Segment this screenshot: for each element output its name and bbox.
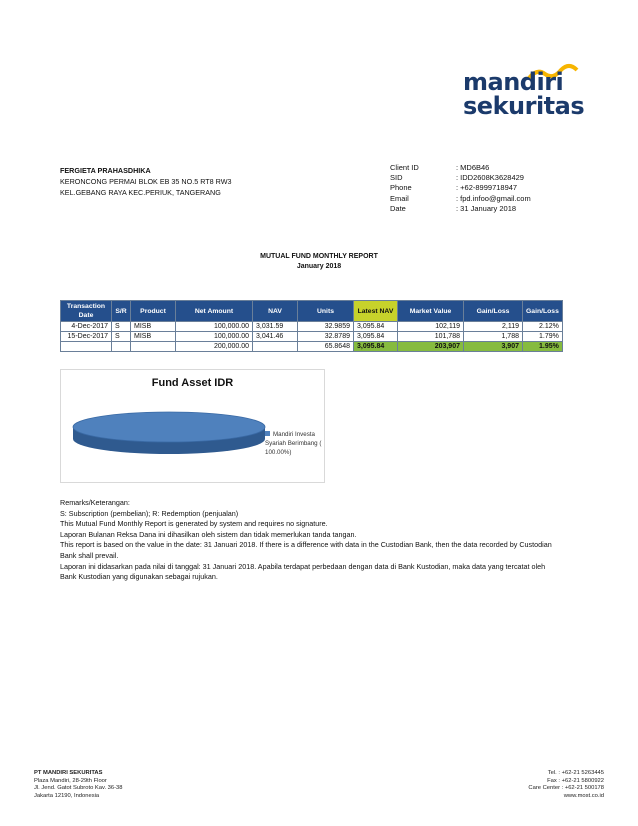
pie-chart-svg — [61, 370, 324, 482]
cell-empty — [253, 342, 298, 352]
client-address-line2: KEL.GEBANG RAYA KEC.PERIUK, TANGERANG — [60, 188, 221, 197]
cell-net-amount: 100,000.00 — [176, 332, 253, 342]
info-label: Email — [390, 193, 409, 203]
total-units: 65.8648 — [298, 342, 354, 352]
cell-gain-loss: 2,119 — [464, 322, 523, 332]
cell-market-value: 102,119 — [398, 322, 464, 332]
footer-contact — [528, 770, 604, 800]
client-address-line1: KERONCONG PERMAI BLOK EB 35 NO.5 RT8 RW3 — [60, 177, 232, 186]
cell-market-value: 101,788 — [398, 332, 464, 342]
cell-latest-nav: 3,095.84 — [354, 322, 398, 332]
col-product: Product — [131, 301, 176, 322]
cell-empty — [131, 342, 176, 352]
info-label: Date — [390, 203, 406, 213]
pie-slice-mandiri-investa-syariah — [73, 412, 265, 442]
client-name: FERGIETA PRAHASDHIKA — [60, 166, 151, 175]
col-market-value: Market Value — [398, 301, 464, 322]
footer-fax: Fax : +62-21 5800922 — [547, 777, 604, 784]
cell-sr: S — [112, 332, 131, 342]
col-sr: S/R — [112, 301, 131, 322]
total-market-value: 203,907 — [398, 342, 464, 352]
total-gain-loss: 3,907 — [464, 342, 523, 352]
info-row-date — [390, 204, 531, 214]
footer-website: www.most.co.id — [563, 792, 604, 799]
col-transaction-date: Transaction Date — [61, 301, 112, 322]
col-nav: NAV — [253, 301, 298, 322]
table-header-row — [61, 301, 563, 322]
cell-nav: 3,041.46 — [253, 332, 298, 342]
info-row-phone — [390, 183, 531, 193]
remarks-line: S: Subscription (pembelian); R: Redemption (penjualan) — [60, 508, 239, 518]
remarks-line: This Mutual Fund Monthly Report is generated by system and requires no signature. — [60, 519, 328, 529]
logo-text-mandiri: mandiri — [463, 68, 564, 96]
cell-gain-loss-pct: 1.79% — [523, 332, 563, 342]
info-value: : 31 January 2018 — [456, 203, 517, 213]
client-address-block — [60, 165, 231, 198]
footer-address-line: Plaza Mandiri, 28-29th Floor — [34, 777, 107, 784]
remarks-section — [60, 498, 560, 583]
info-value: : IDD2608K3628429 — [456, 173, 524, 183]
footer-company-address — [34, 770, 123, 800]
table-row — [61, 332, 563, 342]
cell-units: 32.8789 — [298, 332, 354, 342]
col-net-amount: Net Amount — [176, 301, 253, 322]
col-units: Units — [298, 301, 354, 322]
total-net-amount: 200,000.00 — [176, 342, 253, 352]
cell-product: MISB — [131, 332, 176, 342]
table-total-row — [61, 342, 563, 352]
footer-tel: Tel. : +62-21 5263445 — [547, 770, 604, 776]
cell-nav: 3,031.59 — [253, 322, 298, 332]
cell-latest-nav: 3,095.84 — [354, 332, 398, 342]
chart-title: Fund Asset IDR — [151, 377, 234, 389]
remarks-line: Laporan Bulanan Reksa Dana ini dihasilkan oleh sistem dan tidak memerlukan tanda tangan. — [60, 529, 357, 539]
report-title-text: MUTUAL FUND MONTHLY REPORT — [260, 253, 378, 260]
transactions-table — [60, 300, 563, 352]
legend-label: Mandiri Investa Syariah Berimbang ( 100.00%) — [265, 431, 322, 456]
chart-legend — [265, 430, 325, 457]
report-period: January 2018 — [296, 263, 342, 270]
info-row-client-id — [390, 163, 531, 173]
cell-empty — [112, 342, 131, 352]
cell-empty — [61, 342, 112, 352]
info-value: : MD6B46 — [456, 163, 490, 172]
info-row-email — [390, 194, 531, 204]
table-row — [61, 322, 563, 332]
info-row-sid — [390, 173, 531, 183]
footer-company: PT MANDIRI SEKURITAS — [34, 770, 103, 776]
cell-gain-loss: 1,788 — [464, 332, 523, 342]
mandiri-sekuritas-logo — [463, 62, 583, 122]
cell-date: 4-Dec-2017 — [61, 322, 112, 332]
info-value: : +62-8999718947 — [456, 183, 518, 193]
total-gain-loss-pct: 1.95% — [523, 342, 563, 352]
legend-swatch — [265, 431, 270, 436]
report-title — [0, 252, 638, 272]
col-latest-nav: Latest NAV — [354, 301, 398, 322]
remarks-line: Laporan ini didasarkan pada nilai di tanggal: 31 Januari 2018. Apabila terdapat perbedaan dengan data di Bank Kustodian, maka data yang tercatat oleh Bank Kustodian yang digunakan sebagai rujukan. — [60, 561, 546, 582]
footer-address-line: Jl. Jend. Gatot Subroto Kav. 36-38 — [34, 785, 123, 792]
footer-address-line: Jakarta 12190, Indonesia — [34, 792, 100, 799]
cell-units: 32.9859 — [298, 322, 354, 332]
fund-asset-chart — [60, 369, 325, 483]
info-label: Client ID — [390, 163, 419, 172]
info-label: Phone — [390, 183, 412, 193]
cell-net-amount: 100,000.00 — [176, 322, 253, 332]
cell-product: MISB — [131, 322, 176, 332]
info-label: SID — [390, 173, 403, 183]
logo-text-sekuritas: sekuritas — [463, 92, 585, 120]
footer-care-center: Care Center : +62-21 500178 — [528, 785, 604, 792]
cell-sr: S — [112, 322, 131, 332]
client-info-block — [390, 163, 531, 214]
remarks-heading: Remarks/Keterangan: — [60, 498, 130, 507]
total-latest-nav: 3,095.84 — [354, 342, 398, 352]
col-gain-loss-pct: Gain/Loss — [523, 301, 563, 322]
info-value: : fpd.infoo@gmail.com — [456, 193, 531, 203]
col-gain-loss: Gain/Loss — [464, 301, 523, 322]
cell-gain-loss-pct: 2.12% — [523, 322, 563, 332]
remarks-line: This report is based on the value in the date: 31 Januari 2018. If there is a difference with data in the Custodian Bank, then the data recorded by Custodian Bank shall prevail. — [60, 540, 552, 560]
cell-date: 15-Dec-2017 — [61, 332, 112, 342]
